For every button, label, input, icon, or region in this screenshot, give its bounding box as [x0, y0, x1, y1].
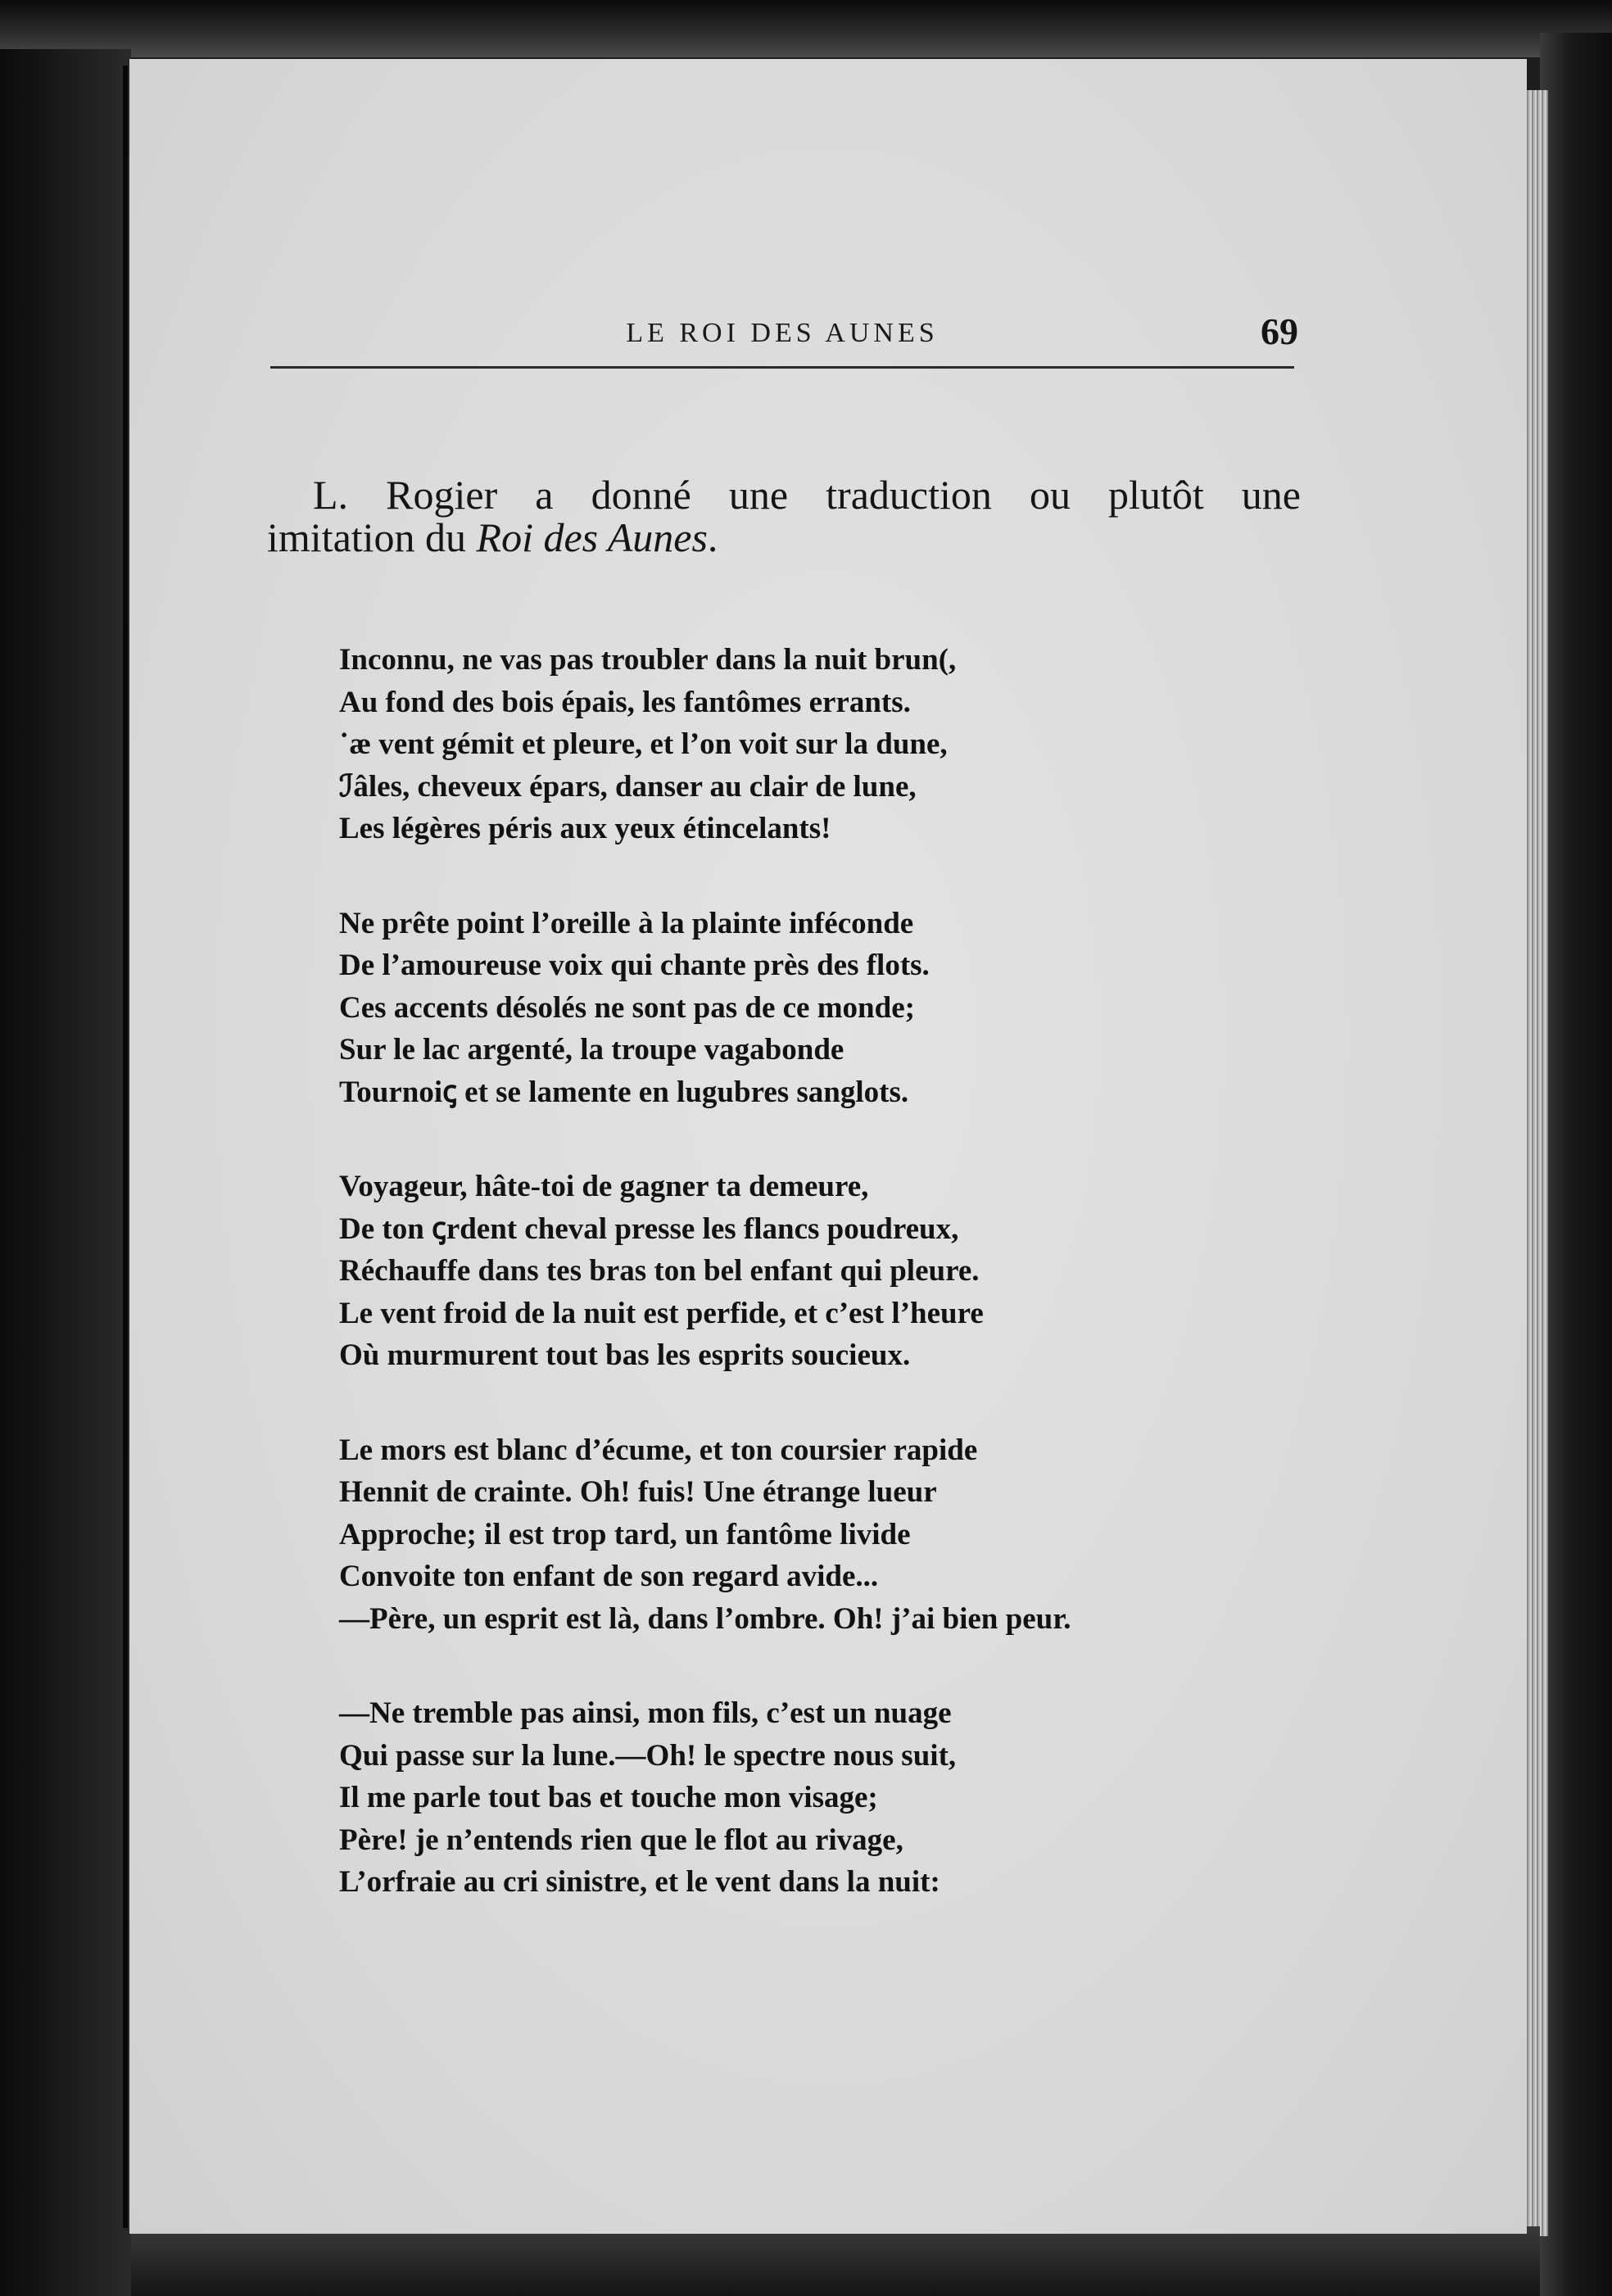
- verse-line: Au fond des bois épais, les fantômes errants.: [339, 685, 911, 719]
- verse-line: Où murmurent tout bas les esprits soucieux.: [339, 1338, 911, 1372]
- running-title: LE ROI DES AUNES: [626, 318, 939, 348]
- verse-line: —Ne tremble pas ainsi, mon fils, c’est un nuage: [339, 1696, 952, 1730]
- intro-line-1: L. Rogier a donné une traduction ou plutôt une: [313, 472, 1301, 518]
- verse-line: Tournoi⁠ꞔ et se lamente en lugubres sanglots.: [339, 1075, 909, 1109]
- verse-line: Inconnu, ne vas pas troubler dans la nuit brun(,: [339, 643, 957, 677]
- page-edges: [1525, 90, 1548, 2236]
- verse-line: Le vent froid de la nuit est perfide, et c’est l’heure: [339, 1296, 984, 1330]
- verse-line: —Père, un esprit est là, dans l’ombre. Oh! j’ai bien peur.: [339, 1601, 1071, 1636]
- intro-line-2-suffix: .: [707, 514, 718, 560]
- verse-line: Sur le lac argenté, la troupe vagabonde: [339, 1033, 844, 1066]
- binding-gutter-line: [123, 66, 128, 2228]
- book-binding-left: [0, 49, 131, 2296]
- book-binding-right: [1540, 33, 1612, 2296]
- verse-line: Ces accents désolés ne sont pas de ce monde;: [339, 990, 915, 1025]
- stanza: [339, 903, 1322, 1114]
- scan-top-edge: [0, 0, 1612, 57]
- verse-line: ℐâles, cheveux épars, danser au clair de lune,: [339, 769, 917, 804]
- scan-bottom-edge: [131, 2226, 1540, 2296]
- verse-line: Approche; il est trop tard, un fantôme livide: [339, 1517, 911, 1551]
- intro-line-2: [267, 516, 1301, 559]
- poem: [339, 639, 1322, 1956]
- verse-line: L’orfraie au cri sinistre, et le vent dans la nuit:: [339, 1865, 940, 1899]
- verse-line: Ne prête point l’oreille à la plainte inféconde: [339, 906, 914, 940]
- verse-line: Réchauffe dans tes bras ton bel enfant qui pleure.: [339, 1254, 980, 1288]
- verse-line: Le mors est blanc d’écume, et ton coursier rapide: [339, 1433, 978, 1467]
- stanza: [339, 1692, 1322, 1904]
- intro-work-title: Roi des Aunes: [476, 514, 708, 560]
- verse-line: Qui passe sur la lune.—Oh! le spectre nous suit,: [339, 1738, 957, 1773]
- verse-line: ˙æ vent gémit et pleure, et l’on voit sur la dune,: [339, 727, 948, 761]
- running-header: [270, 310, 1298, 375]
- stanza: [339, 1429, 1322, 1641]
- stanza: [339, 1166, 1322, 1377]
- verse-line: Il me parle tout bas et touche mon visage;: [339, 1781, 878, 1814]
- page-number: 69: [1261, 310, 1298, 352]
- verse-line: Convoite ton enfant de son regard avide...: [339, 1560, 879, 1593]
- verse-line: De ton ꞔrdent cheval presse les flancs poudreux,: [339, 1211, 959, 1246]
- header-rule: [270, 366, 1294, 369]
- verse-line: Hennit de crainte. Oh! fuis! Une étrange lueur: [339, 1475, 937, 1509]
- stanza: [339, 639, 1322, 850]
- verse-line: Les légères péris aux yeux étincelants!: [339, 812, 831, 845]
- verse-line: Père! je n’entends rien que le flot au rivage,: [339, 1823, 903, 1857]
- verse-line: De l’amoureuse voix qui chante près des flots.: [339, 949, 930, 982]
- intro-line-2-prefix: imitation du: [267, 514, 477, 560]
- verse-line: Voyageur, hâte-toi de gagner ta demeure,: [339, 1170, 869, 1203]
- intro-paragraph: [267, 473, 1301, 559]
